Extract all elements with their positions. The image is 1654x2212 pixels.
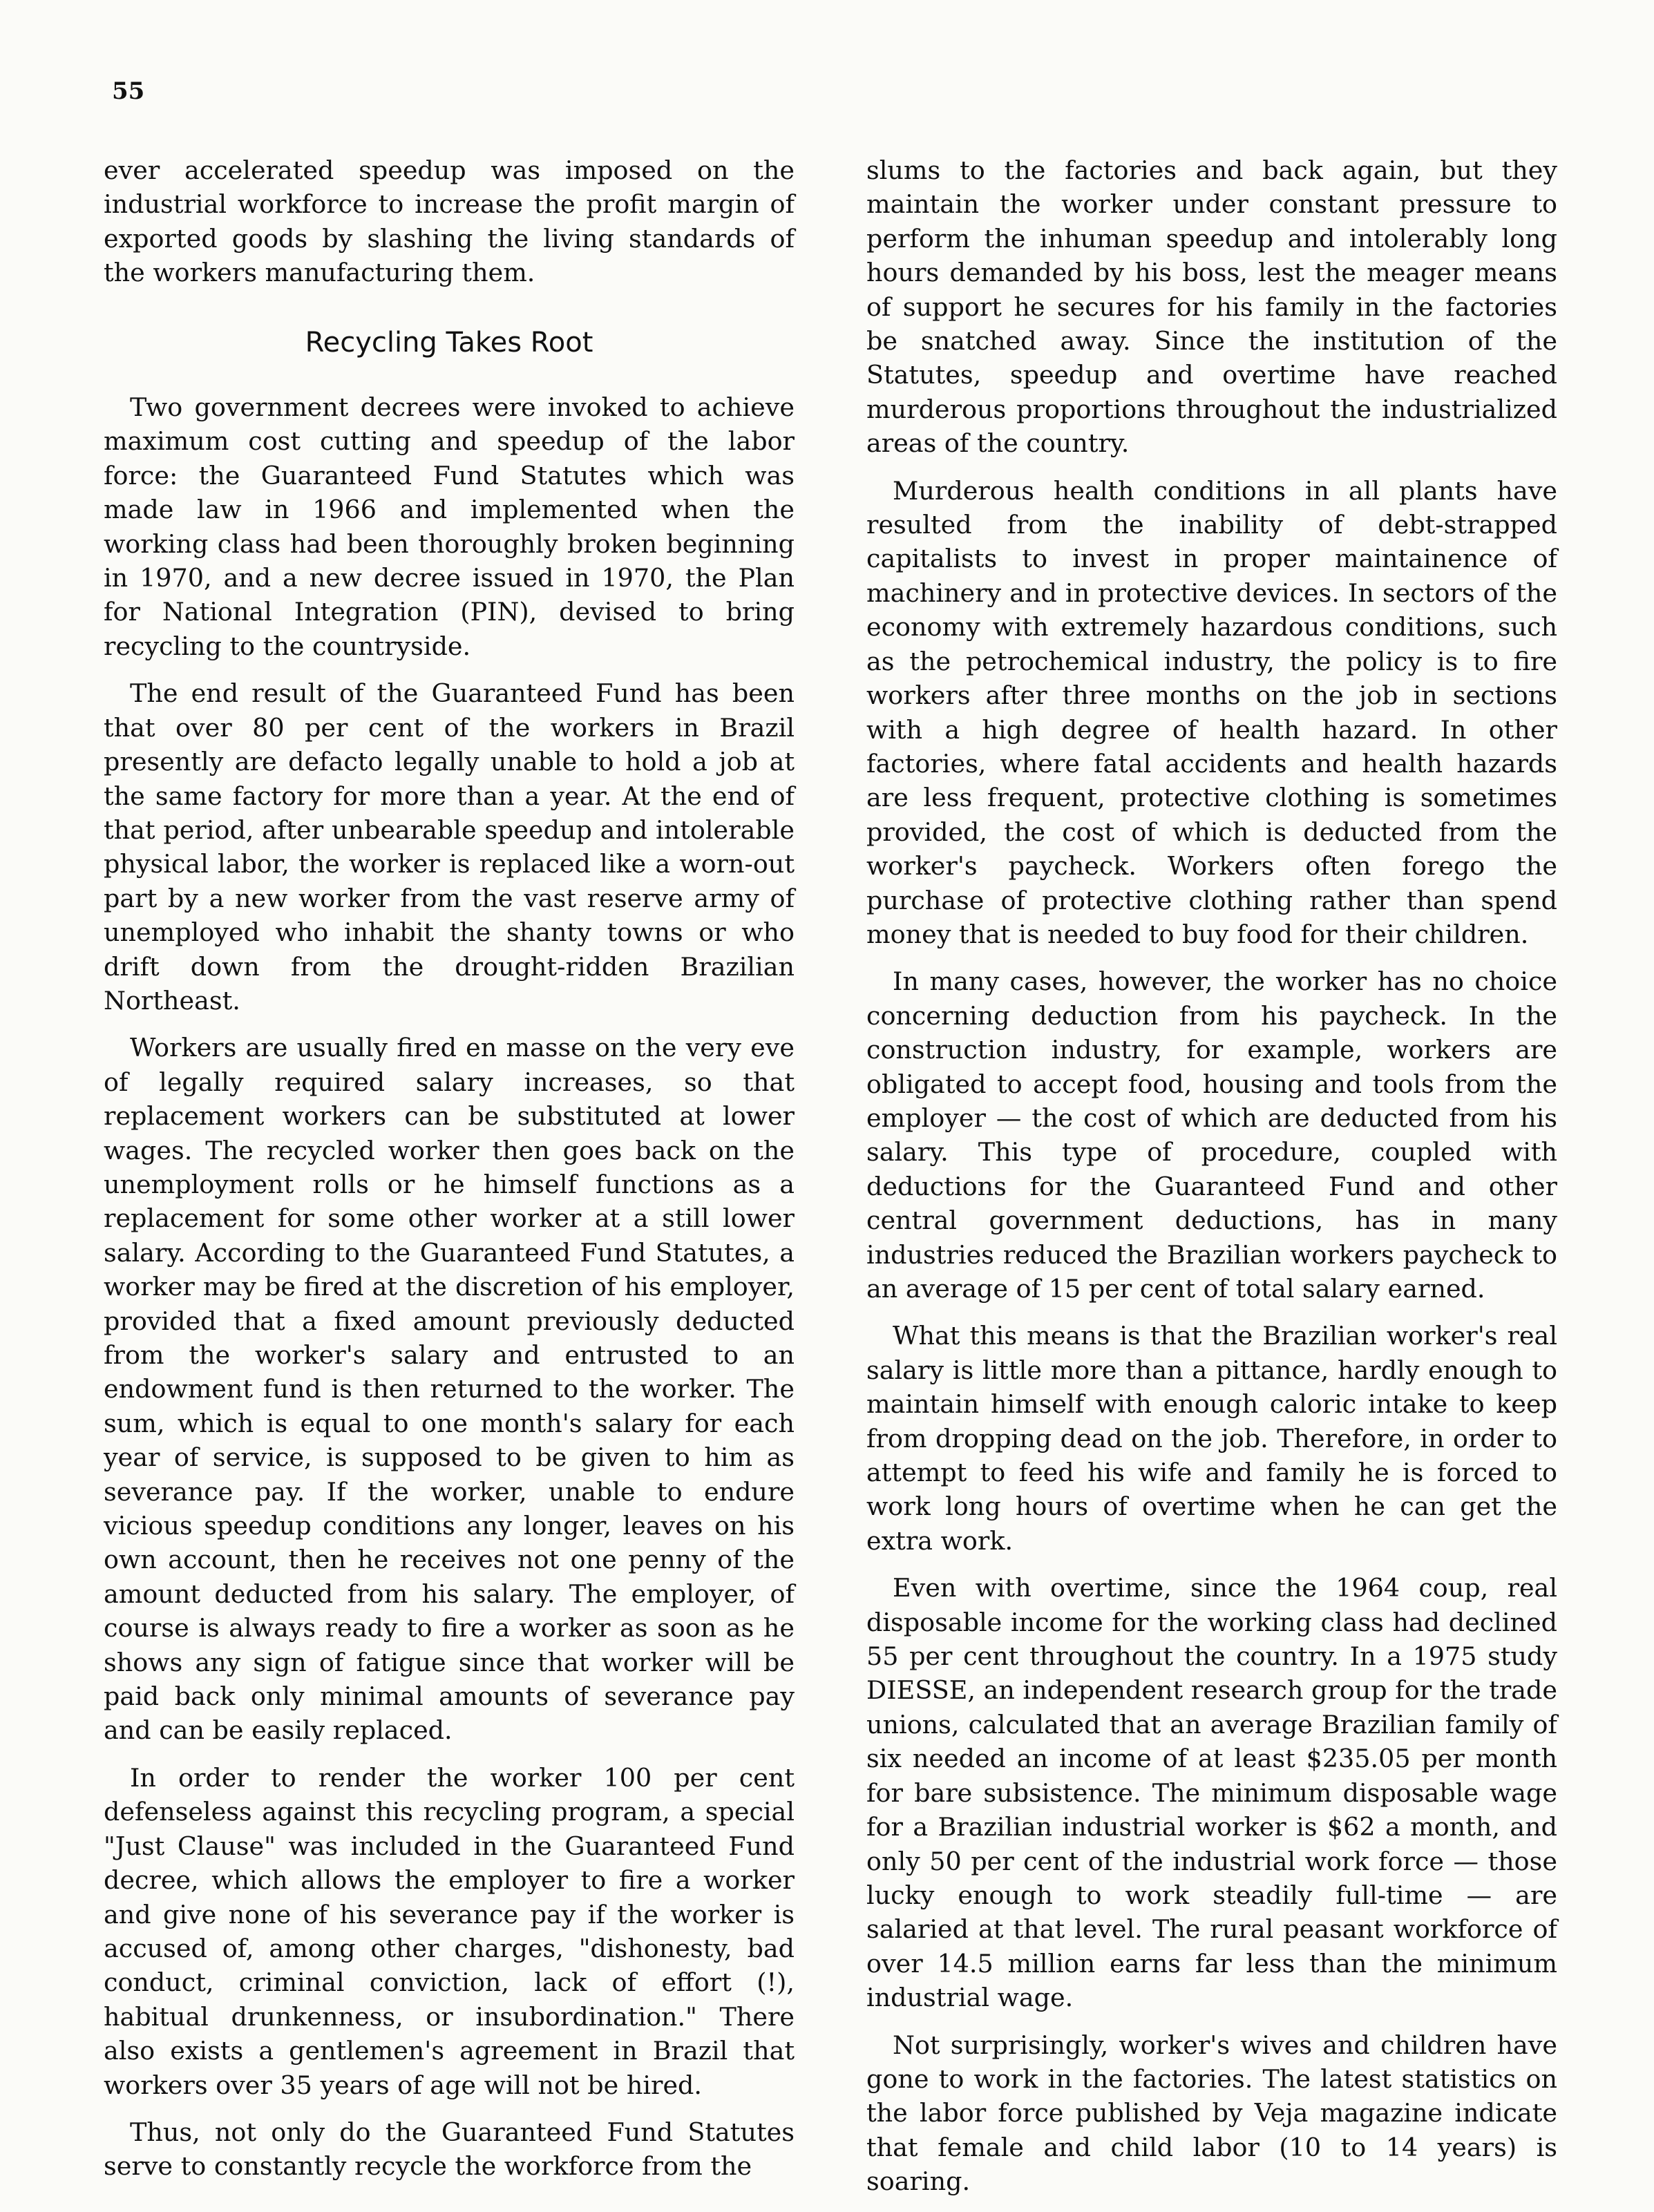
left-paragraph-3: Workers are usually fired en masse on the very eve of legally required salary increases, so that replacement workers can be substituted at lower wages. The recycled worker then goes back on the unemployment rolls or he himself functions as a replacement for some other worker at a still lower salary. According to the Guaranteed Fund Statutes, a worker may be fired at the discretion of his employer, provided that a fixed amount previously deducted from the worker's salary and entrusted to an endowment fund is then returned to the worker. The sum, which is equal to one month's salary for each year of service, is supposed to be given to him as severance pay. If the worker, unable to endure vicious speedup conditions any longer, leaves on his own account, then he receives not one penny of the amount deducted from his salary. The employer, of course is always ready to fire a worker as soon as he shows any sign of fatigue since that worker will be paid back only minimal amounts of severance pay and can be easily replaced.	[104, 1033, 795, 1746]
left-column	[104, 153, 795, 2197]
left-paragraph-4: In order to render the worker 100 per cent defenseless against this recycling program, a special "Just Clause" was included in the Guaranteed Fund decree, which allows the employer to fire a worker and give none of his severance pay if the worker is accused of, among other charges, "dishonesty, bad conduct, criminal conviction, lack of effort (!), habitual drunkenness, or insubordination." There also exists a gentlemen's agreement in Brazil that workers over 35 years of age will not be hired.	[104, 1762, 795, 2100]
right-paragraph-5: Not surprisingly, worker's wives and children have gone to work in the factories. The latest statistics on the labor force published by Veja magazine indicate that female and child labor (10 to 14 years) is soaring.	[866, 2030, 1557, 2197]
right-paragraph-3: What this means is that the Brazilian worker's real salary is little more than a pittance, hardly enough to maintain himself with enough caloric intake to keep from dropping dead on the job. Therefore, in order to attempt to feed his wife and family he is forced to work long hours of overtime when he can get the extra work.	[866, 1321, 1557, 1556]
right-paragraph-4: Even with overtime, since the 1964 coup, real disposable income for the working class had declined 55 per cent throughout the country. In a 1975 study DIESSE, an independent research group for the trade unions, calculated that an average Brazilian family of six needed an income of at least $235.05 per month for bare subsistence. The minimum disposable wage for a Brazilian industrial worker is $62 a month, and only 50 per cent of the industrial work force — those lucky enough to work steadily full-time — are salaried at that level. The rural peasant workforce of over 14.5 million earns far less than the minimum industrial wage.	[866, 1573, 1557, 2013]
left-paragraph-2: The end result of the Guaranteed Fund has been that over 80 per cent of the workers in Brazil presently are defacto legally unable to hold a job at the same factory for more than a year. At the end of that period, after unbearable speedup and intolerable physical labor, the worker is replaced like a worn-out part by a new worker from the vast reserve army of unemployed who inhabit the shanty towns or who drift down from the drought-ridden Brazilian Northeast.	[104, 678, 795, 1016]
page-number: 55	[112, 77, 145, 105]
section-heading: Recycling Takes Root	[305, 326, 593, 359]
left-lead-paragraph: ever accelerated speedup was imposed on the industrial workforce to increase the profit margin of exported goods by slashing the living standards of the workers manufacturing them.	[104, 155, 795, 288]
right-paragraph-1: Murderous health conditions in all plants have resulted from the inability of debt-strapped capitalists to invest in proper maintainence of machinery and in protective devices. In sectors of the economy with extremely hazardous conditions, such as the petrochemical industry, the policy is to fire workers after three months on the job in sections with a high degree of health hazard. In other factories, where fatal accidents and health hazards are less frequent, protective clothing is sometimes provided, the cost of which is deducted from the worker's paycheck. Workers often forego the purchase of protective clothing rather than spend money that is needed to buy food for their children.	[866, 475, 1557, 949]
left-paragraph-1: Two government decrees were invoked to achieve maximum cost cutting and speedup of the labor force: the Guaranteed Fund Statutes which was made law in 1966 and implemented when the working class had been thoroughly broken beginning in 1970, and a new decree issued in 1970, the Plan for National Integration (PIN), devised to bring recycling to the countryside.	[104, 392, 795, 661]
right-paragraph-2: In many cases, however, the worker has no choice concerning deduction from his paycheck. In the construction industry, for example, workers are obligated to accept food, housing and tools from the employer — the cost of which are deducted from his salary. This type of procedure, coupled with deductions for the Guaranteed Fund and other central government deductions, has in many industries reduced the Brazilian workers paycheck to an average of 15 per cent of total salary earned.	[866, 966, 1557, 1304]
right-lead-paragraph: slums to the factories and back again, but they maintain the worker under constant pressure to perform the inhuman speedup and intolerably long hours demanded by his boss, lest the meager means of support he secures for his family in the factories be snatched away. Since the institution of the Statutes, speedup and overtime have reached murderous proportions throughout the industrialized areas of the country.	[866, 155, 1557, 459]
right-column	[866, 153, 1557, 2212]
left-paragraph-5: Thus, not only do the Guaranteed Fund Statutes serve to constantly recycle the workforce from the	[104, 2117, 795, 2182]
